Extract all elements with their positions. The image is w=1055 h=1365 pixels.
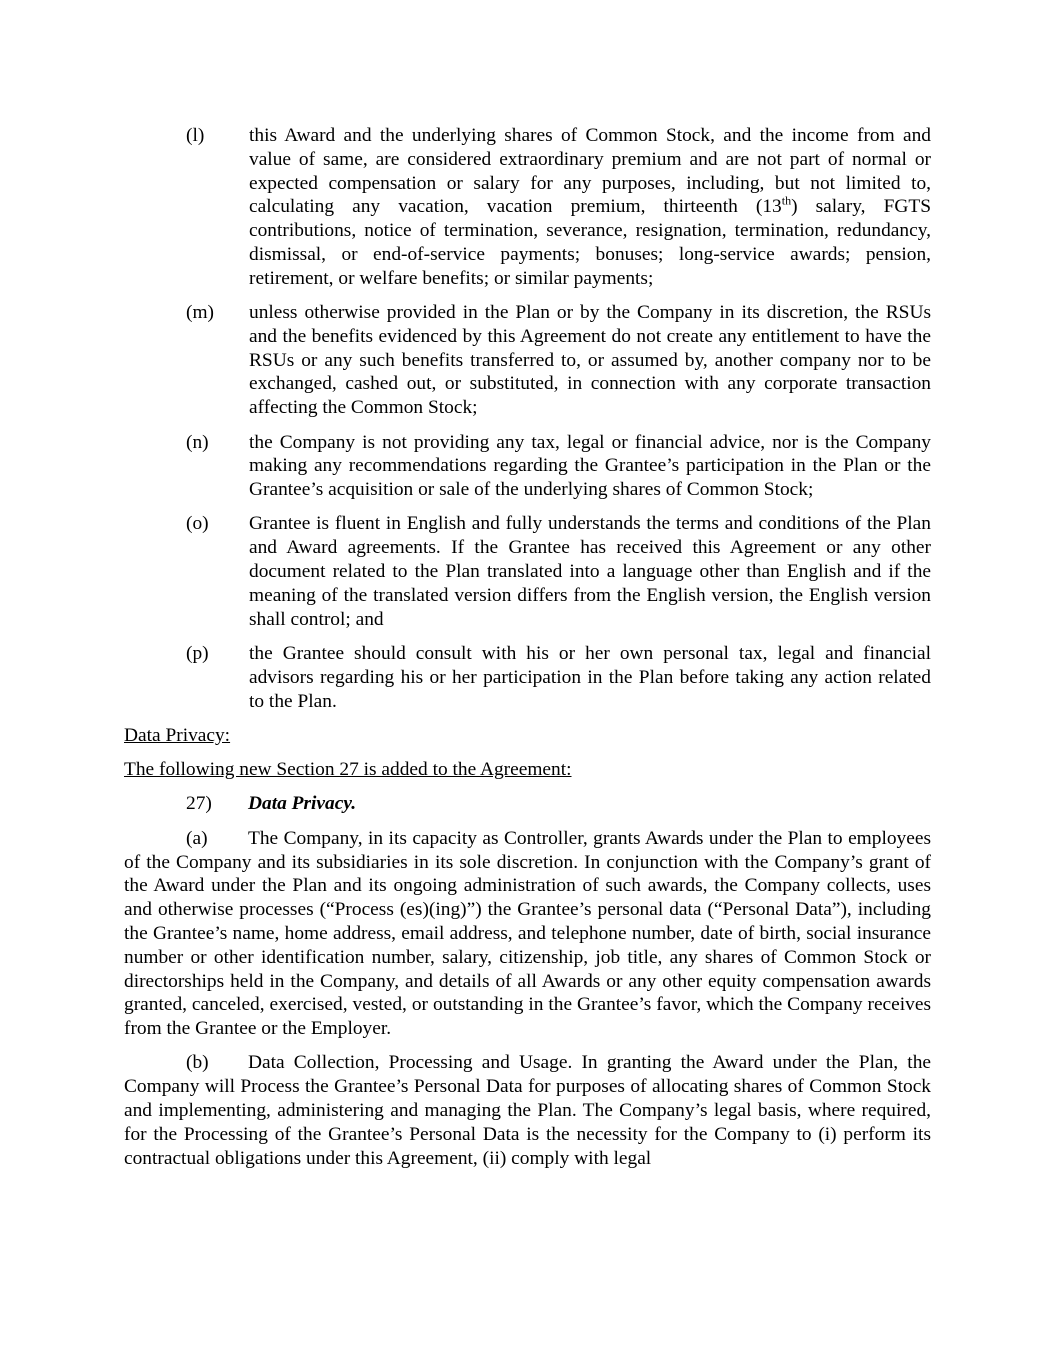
section-intro: The following new Section 27 is added to the Agreement: [124,759,572,781]
list-item-text: the Grantee should consult with his or her own personal tax, legal and financial advisors regarding his or her participation in the Plan before taking any action related to the Plan. [249,642,931,712]
list-item-n [124,431,931,502]
paragraph-a [124,827,931,1041]
paragraph-b [124,1051,931,1170]
list-item-l [124,124,931,291]
section-27-heading [124,792,931,816]
list-marker: (o) [186,513,209,535]
text-before-superscript: this Award and the underlying shares of Common Stock, and the income from and value of same, are considered extraordinary premium and are not part of normal or expected compensation or salary for any purposes, including, but not limited to, calculating any vacation, vacation premium, thirteenth (13 [249,125,931,218]
list-marker: (n) [186,431,209,453]
document-page [124,124,931,1181]
paragraph-label: (b) [186,1052,209,1074]
paragraph-text: Data Collection, Processing and Usage. In granting the Award under the Plan, the Company will Process the Grantee’s Personal Data for purposes of allocating shares of Common Stock and implementing, administering and managing the Plan. The Company’s legal basis, where required, for the Processing of the Grantee’s Personal Data is the necessity for the Company to (i) perform its contractual obligations under this Agreement, (ii) comply with legal [124,1052,931,1169]
superscript: th [781,193,792,208]
list-item-text [249,124,931,291]
paragraph-text: The Company, in its capacity as Controller, grants Awards under the Plan to employees of the Company and its subsidiaries in its sole discretion. In conjunction with the Company’s grant of the Award under the Plan and its ongoing administration of such awards, the Company collects, uses and otherwise processes (“Process (es)(ing)”) the Grantee’s personal data (“Personal Data”), including the Grantee’s name, home address, email address, and telephone number, date of birth, social insurance number or other identification number, salary, citizenship, job title, any shares of Common Stock or directorships held in the Company, and details of all Awards or any other equity compensation awards granted, canceled, exercised, vested, or outstanding in the Grantee’s favor, which the Company receives from the Grantee or the Employer. [124,827,931,1040]
list-item-m [124,301,931,420]
list-item-o [124,512,931,631]
section-title: Data Privacy. [248,793,357,815]
section-heading: Data Privacy: [124,724,231,746]
list-item-text: unless otherwise provided in the Plan or by the Company in its discretion, the RSUs and the benefits evidenced by this Agreement do not create any entitlement to have the RSUs or any such benefits transferred to, or assumed by, another company nor to be exchanged, cashed out, or substituted, in connection with any corporate transaction affecting the Common Stock; [249,302,931,419]
section-number: 27) [186,793,212,815]
list-marker: (p) [186,642,209,664]
text-after-superscript: ) salary, FGTS contributions, notice of termination, severance, resignation, termination, redundancy, dismissal, or end-of-service payments; bonuses; long-service awards; pension, retirement, or welfare benefits; or similar payments; [249,196,931,289]
list-marker: (m) [186,302,214,324]
list-item-p [124,642,931,713]
paragraph-label: (a) [186,827,208,849]
list-marker: (l) [186,125,205,146]
list-item-text: the Company is not providing any tax, legal or financial advice, nor is the Company making any recommendations regarding the Grantee’s participation in the Plan or the Grantee’s acquisition or sale of the underlying shares of Common Stock; [249,431,931,501]
list-item-text: Grantee is fluent in English and fully understands the terms and conditions of the Plan and Award agreements. If the Grantee has received this Agreement or any other document related to the Plan translated into a language other than English and if the meaning of the translated version differs from the English version, the English version shall control; and [249,513,931,630]
